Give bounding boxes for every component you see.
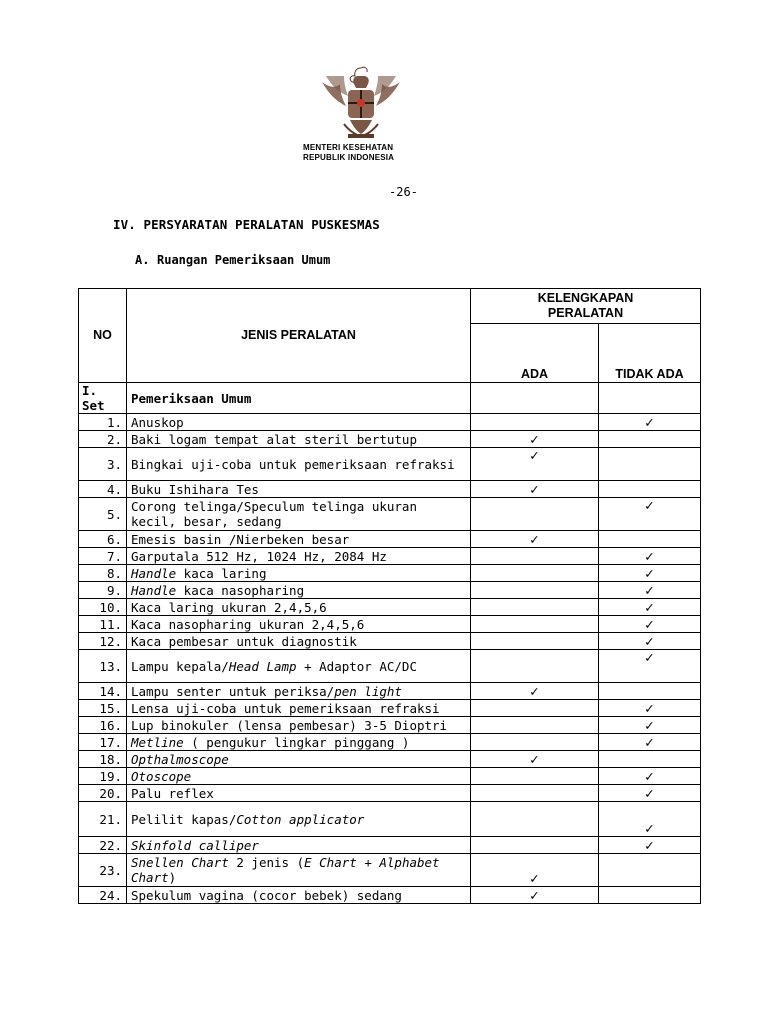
table-row [79,700,701,717]
equipment-name [127,751,471,768]
ada-check-cell [471,548,599,565]
table-row [79,734,701,751]
tidak-ada-check-cell: ✓ [599,717,701,734]
equipment-name-part: Otoscope [131,768,192,784]
tidak-ada-check-cell: ✓ [599,414,701,431]
ada-check-cell: ✓ [471,854,599,887]
equipment-name-part: Bingkai uji-coba untuk pemeriksaan refraksi [131,456,455,472]
equipment-name-part: pen light [334,683,402,699]
table-row [79,582,701,599]
row-number: 8. [79,565,127,582]
table-row [79,498,701,531]
ada-check-cell [471,414,599,431]
table-row [79,683,701,700]
equipment-name-part: Buku Ishihara Tes [131,481,259,497]
header-completeness [471,289,701,324]
ada-check-cell [471,700,599,717]
ada-check-cell: ✓ [471,448,599,481]
equipment-name [127,531,471,548]
tidak-ada-check-cell: ✓ [599,582,701,599]
ada-check-cell [471,837,599,854]
header-equipment-type: JENIS PERALATAN [127,289,471,383]
equipment-name-part: E Chart + Alphabet Chart [131,855,440,885]
header-tidak-ada: TIDAK ADA [599,324,701,383]
equipment-name [127,599,471,616]
row-number: 6. [79,531,127,548]
set-tidak-cell [599,383,701,414]
row-number: 22. [79,837,127,854]
equipment-name [127,431,471,448]
set-ada-cell [471,383,599,414]
equipment-table [78,288,701,904]
equipment-name-part: Handle [131,582,177,598]
ada-check-cell: ✓ [471,887,599,904]
table-row [79,414,701,431]
table-row [79,531,701,548]
tidak-ada-check-cell [599,751,701,768]
table-row [79,854,701,887]
tidak-ada-check-cell: ✓ [599,768,701,785]
header-completeness-line1: KELENGKAPAN [537,291,634,305]
ada-check-cell: ✓ [471,481,599,498]
table-row [79,717,701,734]
tidak-ada-check-cell: ✓ [599,700,701,717]
equipment-name [127,548,471,565]
equipment-name-part: Lampu kepala/ [131,658,229,674]
row-number: 2. [79,431,127,448]
tidak-ada-check-cell [599,854,701,887]
subsection-heading [135,253,330,267]
tidak-ada-check-cell [599,683,701,700]
row-number: 3. [79,448,127,481]
ada-check-cell [471,802,599,837]
equipment-name [127,582,471,599]
row-number: 24. [79,887,127,904]
table-row [79,599,701,616]
header-ada: ADA [471,324,599,383]
equipment-name [127,565,471,582]
equipment-name-part: 2 jenis ( [228,855,305,870]
row-number: 16. [79,717,127,734]
table-row [79,837,701,854]
tidak-ada-check-cell: ✓ [599,548,701,565]
ada-check-cell [471,734,599,751]
table-row [79,802,701,837]
equipment-name-part: Cotton applicator [236,811,365,827]
set-number: I. Set [79,383,127,414]
garuda-emblem-icon [318,62,404,142]
tidak-ada-check-cell: ✓ [599,565,701,582]
equipment-name [127,802,471,837]
row-number: 10. [79,599,127,616]
page-number: -26- [389,185,418,199]
equipment-name [127,650,471,683]
ministry-heading [303,143,423,163]
equipment-name-part: + Adaptor AC/DC [296,658,417,674]
set-name: Pemeriksaan Umum [127,383,471,414]
equipment-name-part: Kaca laring ukuran 2,4,5,6 [131,599,327,615]
tidak-ada-check-cell: ✓ [599,785,701,802]
row-number: 14. [79,683,127,700]
equipment-table-body [79,383,701,904]
equipment-name-part: ( pengukur lingkar pinggang ) [183,734,410,750]
row-number: 4. [79,481,127,498]
equipment-name-part: kaca nasopharing [176,582,305,598]
ada-check-cell [471,599,599,616]
ada-check-cell [471,650,599,683]
ada-check-cell: ✓ [471,531,599,548]
equipment-name [127,448,471,481]
equipment-name-part: Skinfold calliper [131,837,259,853]
equipment-name-part: Corong telinga/Speculum telinga ukuran kecil, besar, sedang [131,499,417,529]
equipment-name [127,616,471,633]
ada-check-cell: ✓ [471,683,599,700]
equipment-name-part: Kaca nasopharing ukuran 2,4,5,6 [131,616,365,632]
equipment-name [127,734,471,751]
table-row [79,785,701,802]
table-row [79,448,701,481]
equipment-name [127,414,471,431]
section-title: IV. PERSYARATAN PERALATAN PUSKESMAS [113,217,380,232]
table-row [79,481,701,498]
row-number: 18. [79,751,127,768]
table-row [79,768,701,785]
equipment-name-part: Anuskop [131,414,184,430]
row-number: 19. [79,768,127,785]
equipment-name-part: Pelilit kapas/ [131,811,237,827]
table-row [79,650,701,683]
tidak-ada-check-cell [599,431,701,448]
row-number: 20. [79,785,127,802]
equipment-name-part: Snellen Chart [131,855,229,870]
row-number: 23. [79,854,127,887]
equipment-name [127,633,471,650]
table-row [79,633,701,650]
equipment-name-part: Kaca pembesar untuk diagnostik [131,633,357,649]
row-number: 1. [79,414,127,431]
equipment-name [127,785,471,802]
ada-check-cell: ✓ [471,751,599,768]
header-completeness-line2: PERALATAN [547,306,624,320]
equipment-name-part: Garputala 512 Hz, 1024 Hz, 2084 Hz [131,548,387,564]
ministry-line-2: REPUBLIK INDONESIA [303,153,395,162]
row-number: 15. [79,700,127,717]
header-no: NO [79,289,127,383]
equipment-name-part: Emesis basin /Nierbeken besar [131,531,350,547]
tidak-ada-check-cell: ✓ [599,802,701,837]
equipment-name [127,854,471,887]
table-row [79,887,701,904]
equipment-name-part: Lensa uji-coba untuk pemeriksaan refraksi [131,700,440,716]
table-row [79,751,701,768]
tidak-ada-check-cell [599,531,701,548]
set-row [79,383,701,414]
equipment-name [127,768,471,785]
equipment-name-part: ) [168,870,177,885]
tidak-ada-check-cell: ✓ [599,633,701,650]
table-row [79,431,701,448]
tidak-ada-check-cell [599,448,701,481]
equipment-name-part: kaca laring [176,565,267,581]
ada-check-cell [471,582,599,599]
ada-check-cell [471,565,599,582]
ada-check-cell [471,616,599,633]
row-number: 13. [79,650,127,683]
tidak-ada-check-cell: ✓ [599,599,701,616]
equipment-name [127,887,471,904]
row-number: 17. [79,734,127,751]
row-number: 21. [79,802,127,837]
tidak-ada-check-cell: ✓ [599,498,701,531]
ada-check-cell: ✓ [471,431,599,448]
equipment-name [127,683,471,700]
table-row [79,616,701,633]
row-number: 9. [79,582,127,599]
tidak-ada-check-cell [599,887,701,904]
equipment-name [127,717,471,734]
subsection-title: Ruangan Pemeriksaan Umum [157,253,331,267]
equipment-name-part: Spekulum vagina (cocor bebek) sedang [131,887,402,903]
row-number: 7. [79,548,127,565]
tidak-ada-check-cell: ✓ [599,837,701,854]
equipment-name-part: Lup binokuler (lensa pembesar) 3-5 Dioptri [131,717,448,733]
tidak-ada-check-cell: ✓ [599,650,701,683]
row-number: 11. [79,616,127,633]
tidak-ada-check-cell: ✓ [599,734,701,751]
ada-check-cell [471,785,599,802]
row-number: 5. [79,498,127,531]
equipment-name-part: Lampu senter untuk periksa/ [131,683,335,699]
tidak-ada-check-cell [599,481,701,498]
equipment-name [127,700,471,717]
equipment-name [127,837,471,854]
table-row [79,565,701,582]
equipment-name-part: Opthalmoscope [131,751,229,767]
equipment-name-part: Head Lamp [228,658,297,674]
equipment-name [127,498,471,531]
equipment-name-part: Handle [131,565,177,581]
ada-check-cell [471,498,599,531]
subsection-letter: A. [135,253,150,267]
ada-check-cell [471,717,599,734]
ministry-line-1: MENTERI KESEHATAN [303,143,394,152]
equipment-name [127,481,471,498]
ada-check-cell [471,768,599,785]
row-number: 12. [79,633,127,650]
equipment-name-part: Palu reflex [131,785,214,801]
equipment-name-part: Baki logam tempat alat steril bertutup [131,431,417,447]
ada-check-cell [471,633,599,650]
table-row [79,548,701,565]
equipment-name-part: Metline [131,734,184,750]
tidak-ada-check-cell: ✓ [599,616,701,633]
